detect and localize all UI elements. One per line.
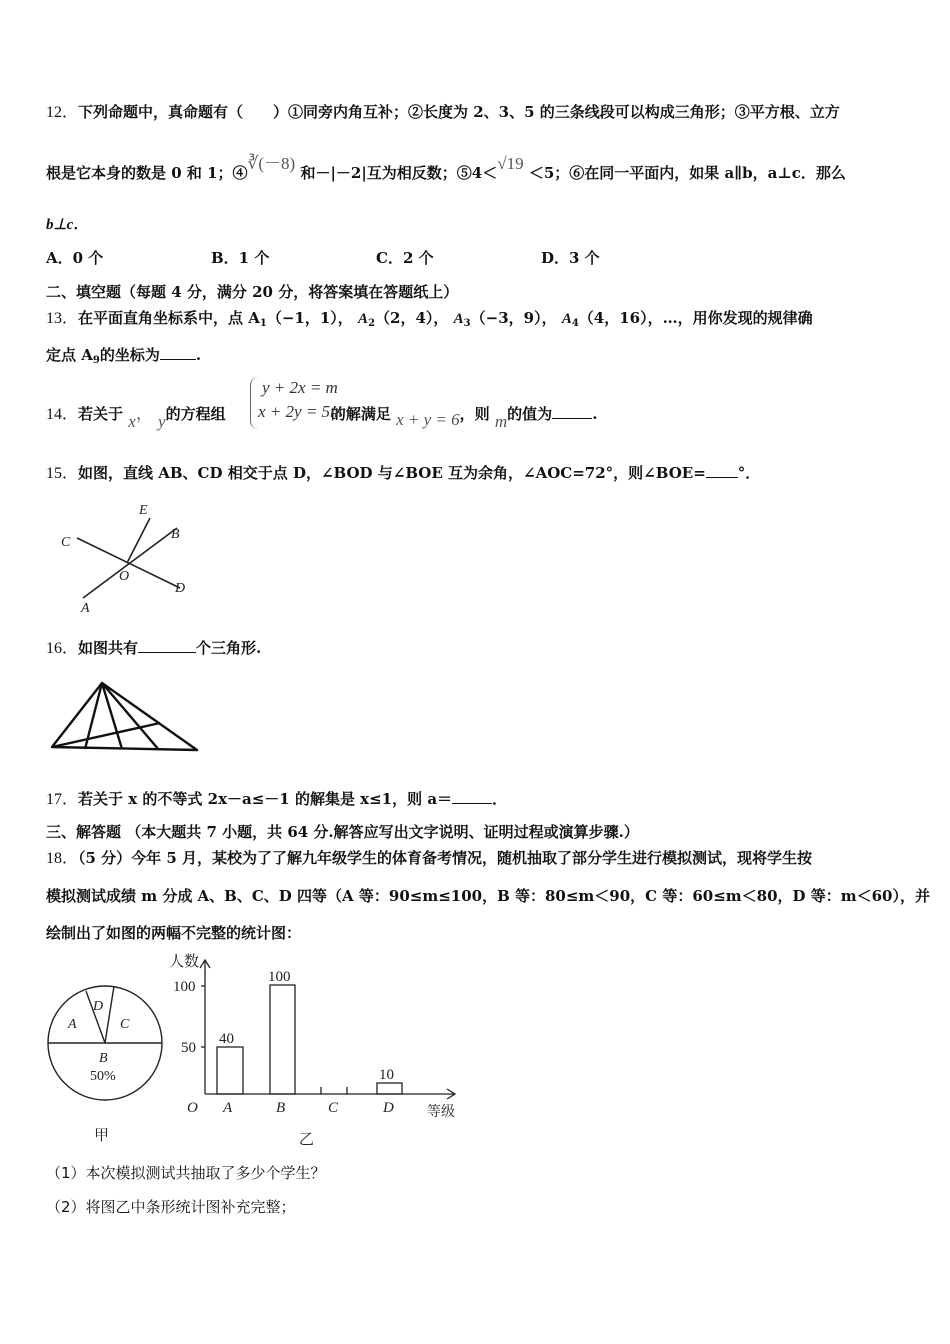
equation-system xyxy=(252,376,342,424)
q15-figure xyxy=(55,498,205,616)
label-o: O xyxy=(119,569,130,584)
q16-line xyxy=(46,638,261,659)
pie-label-b: B xyxy=(99,1051,108,1066)
xtick-b: B xyxy=(276,1100,286,1116)
q12-number: 12． xyxy=(46,104,79,121)
q13-text-a: 在平面直角坐标系中，点 A xyxy=(78,309,260,327)
bar-chart-title: 乙 xyxy=(299,1132,315,1148)
q13-sub4: 4 xyxy=(571,318,579,329)
q13-text-line2b: 的坐标为 xyxy=(99,346,160,364)
pie-chart-jia xyxy=(44,982,166,1152)
q17-number: 17． xyxy=(46,791,79,808)
ytick-100: 100 xyxy=(173,979,196,995)
xtick-d: D xyxy=(383,1100,394,1116)
q14-number: 14． xyxy=(46,406,79,423)
option-c[interactable]: C．2 个 xyxy=(376,249,434,267)
origin-label: O xyxy=(187,1100,198,1116)
q18-text-line1: （5 分）今年 5 月，某校为了了解九年级学生的体育备考情况，随机抽取了部分学生进行模拟测试，现将学生按 xyxy=(78,849,813,867)
q14-comma: ， xyxy=(135,404,153,423)
bar-a xyxy=(217,1047,243,1094)
q12-text-line2b: 和－|－2|互为相反数；⑤4＜ xyxy=(300,164,498,182)
label-e: E xyxy=(139,503,148,518)
q13-number: 13． xyxy=(46,310,79,327)
q13-sub1: 1 xyxy=(259,318,267,329)
q12-line2 xyxy=(46,154,846,183)
q16-triangle-figure xyxy=(48,680,202,752)
y-axis-title: 人数 xyxy=(169,954,200,970)
q15-suffix: °． xyxy=(737,464,761,482)
q13-point1: （−1，1）， xyxy=(266,309,353,327)
q18-subquestion-1: （1）本次模拟测试共抽取了多少个学生？ xyxy=(46,1164,326,1182)
q13-a3-label: A xyxy=(453,311,464,327)
ytick-50: 50 xyxy=(181,1040,196,1056)
q12-text-line2c: ＜5；⑥在同一平面内，如果 a∥b，a⊥c．那么 xyxy=(528,164,846,182)
q14-text-a: 若关于 xyxy=(78,405,124,423)
q15-text: 如图，直线 AB、CD 相交于点 D，∠BOD 与∠BOE 互为余角，∠AOC=72°，则∠BOE= xyxy=(78,464,706,482)
x-axis-title: 等级 xyxy=(427,1105,455,1120)
section3-heading: 三、解答题 （本大题共 7 小题，共 64 分.解答应写出文字说明、证明过程或演算步骤.） xyxy=(46,823,639,841)
q13-line2: 定点 $A_9$的坐标为 . xyxy=(46,346,202,366)
q12-cube-root: ∛(－8) xyxy=(247,154,296,173)
section2-heading: 二、填空题（每题 4 分，满分 20 分，将答案填在答题纸上） xyxy=(46,283,459,301)
q14-text-c: 的解满足 xyxy=(330,405,391,423)
q17-answer-blank[interactable] xyxy=(452,789,492,804)
pie-label-d: D xyxy=(93,999,104,1014)
q12-sqrt: √19 xyxy=(497,154,524,173)
option-d[interactable]: D．3 个 xyxy=(541,249,600,267)
q18-line1 xyxy=(46,848,812,869)
q18-subquestion-2: （2）将图乙中条形统计图补充完整； xyxy=(46,1198,296,1216)
xtick-c: C xyxy=(328,1100,339,1116)
q12-line1 xyxy=(46,102,840,123)
q16-number: 16． xyxy=(46,640,79,657)
bar-d xyxy=(377,1083,402,1094)
q17-text: 若关于 x 的不等式 2x－a≤－1 的解集是 x≤1，则 a＝ xyxy=(78,790,453,808)
q16-text-b: 个三角形. xyxy=(196,639,262,657)
q13-point4: （4，16），…，用你发现的规律确 xyxy=(578,309,813,327)
q14-text-b: 的方程组 xyxy=(165,405,226,423)
pie-label-b-percent: 50% xyxy=(90,1069,116,1084)
label-b: B xyxy=(171,527,180,542)
q13-a2-label: A xyxy=(358,311,369,327)
line-ab xyxy=(83,528,177,598)
bar-a-value: 40 xyxy=(219,1031,234,1047)
q18-line3: 绘制出了如图的两幅不完整的统计图： xyxy=(46,924,302,942)
q15-line xyxy=(46,463,760,484)
pie-label-c: C xyxy=(120,1017,130,1032)
bar-d-value: 10 xyxy=(379,1067,394,1083)
q13-sub9: 9 xyxy=(92,355,100,366)
bar-chart-yi xyxy=(165,950,465,1150)
pie-chart-title: 甲 xyxy=(94,1128,110,1144)
q14-var-y: y xyxy=(158,412,166,431)
bar-b-value: 100 xyxy=(268,969,291,985)
q13-line1 xyxy=(46,308,813,334)
equation-2: x + 2y = 5m xyxy=(258,402,343,421)
xtick-a: A xyxy=(223,1100,233,1116)
q13-sub2: 2 xyxy=(368,318,376,329)
option-a[interactable]: A．0 个 xyxy=(46,249,104,267)
q18-number: 18． xyxy=(46,850,79,867)
q13-text-line2a: 定点 A xyxy=(46,346,93,364)
q15-answer-blank[interactable] xyxy=(706,463,738,478)
pie-label-a: A xyxy=(68,1017,77,1032)
q12-line3: b⊥c． xyxy=(46,217,89,233)
q12-text-line1: 下列命题中，真命题有（ ）①同旁内角互补；②长度为 2、3、5 的三条线段可以构成三角形；③平方根、立方 xyxy=(78,103,840,121)
label-d: D xyxy=(175,581,186,596)
q15-number: 15． xyxy=(46,465,79,482)
q16-text-a: 如图共有 xyxy=(78,639,139,657)
q14-var-x: x xyxy=(128,412,136,431)
label-a: A xyxy=(81,601,90,616)
q13-a4-label: A xyxy=(561,311,572,327)
q13-point2: （2，4）， xyxy=(375,309,449,327)
q14-condition: x + y = 6 xyxy=(396,410,460,429)
q16-answer-blank[interactable] xyxy=(138,638,196,653)
q14-text-d: ，则 xyxy=(459,405,490,423)
q18-line2: 模拟测试成绩 m 分成 A、B、C、D 四等（A 等：90≤m≤100，B 等：80≤m＜90，C 等：60≤m＜80，D 等：m＜60），并 xyxy=(46,887,930,905)
option-b[interactable]: B．1 个 xyxy=(211,249,270,267)
q13-point3: （−3，9）， xyxy=(470,309,557,327)
q12-options xyxy=(46,248,706,268)
q13-sub3: 3 xyxy=(463,318,471,329)
q13-answer-blank[interactable] xyxy=(160,345,196,360)
q14-line: 14．若关于 x， y的方程组 的解满足 x + y = 6，则 m的值为 . xyxy=(46,404,598,431)
q14-answer-blank[interactable] xyxy=(552,404,592,419)
q17-line xyxy=(46,789,507,810)
q14-text-e: 的值为 xyxy=(507,405,553,423)
bar-b xyxy=(270,985,295,1094)
q14-var-m: m xyxy=(494,412,508,431)
equation-1: y + 2x = m xyxy=(262,378,338,397)
label-c: C xyxy=(61,535,71,550)
q17-suffix: ． xyxy=(492,790,508,808)
q12-text-line2a: 根是它本身的数是 0 和 1；④ xyxy=(46,164,248,182)
